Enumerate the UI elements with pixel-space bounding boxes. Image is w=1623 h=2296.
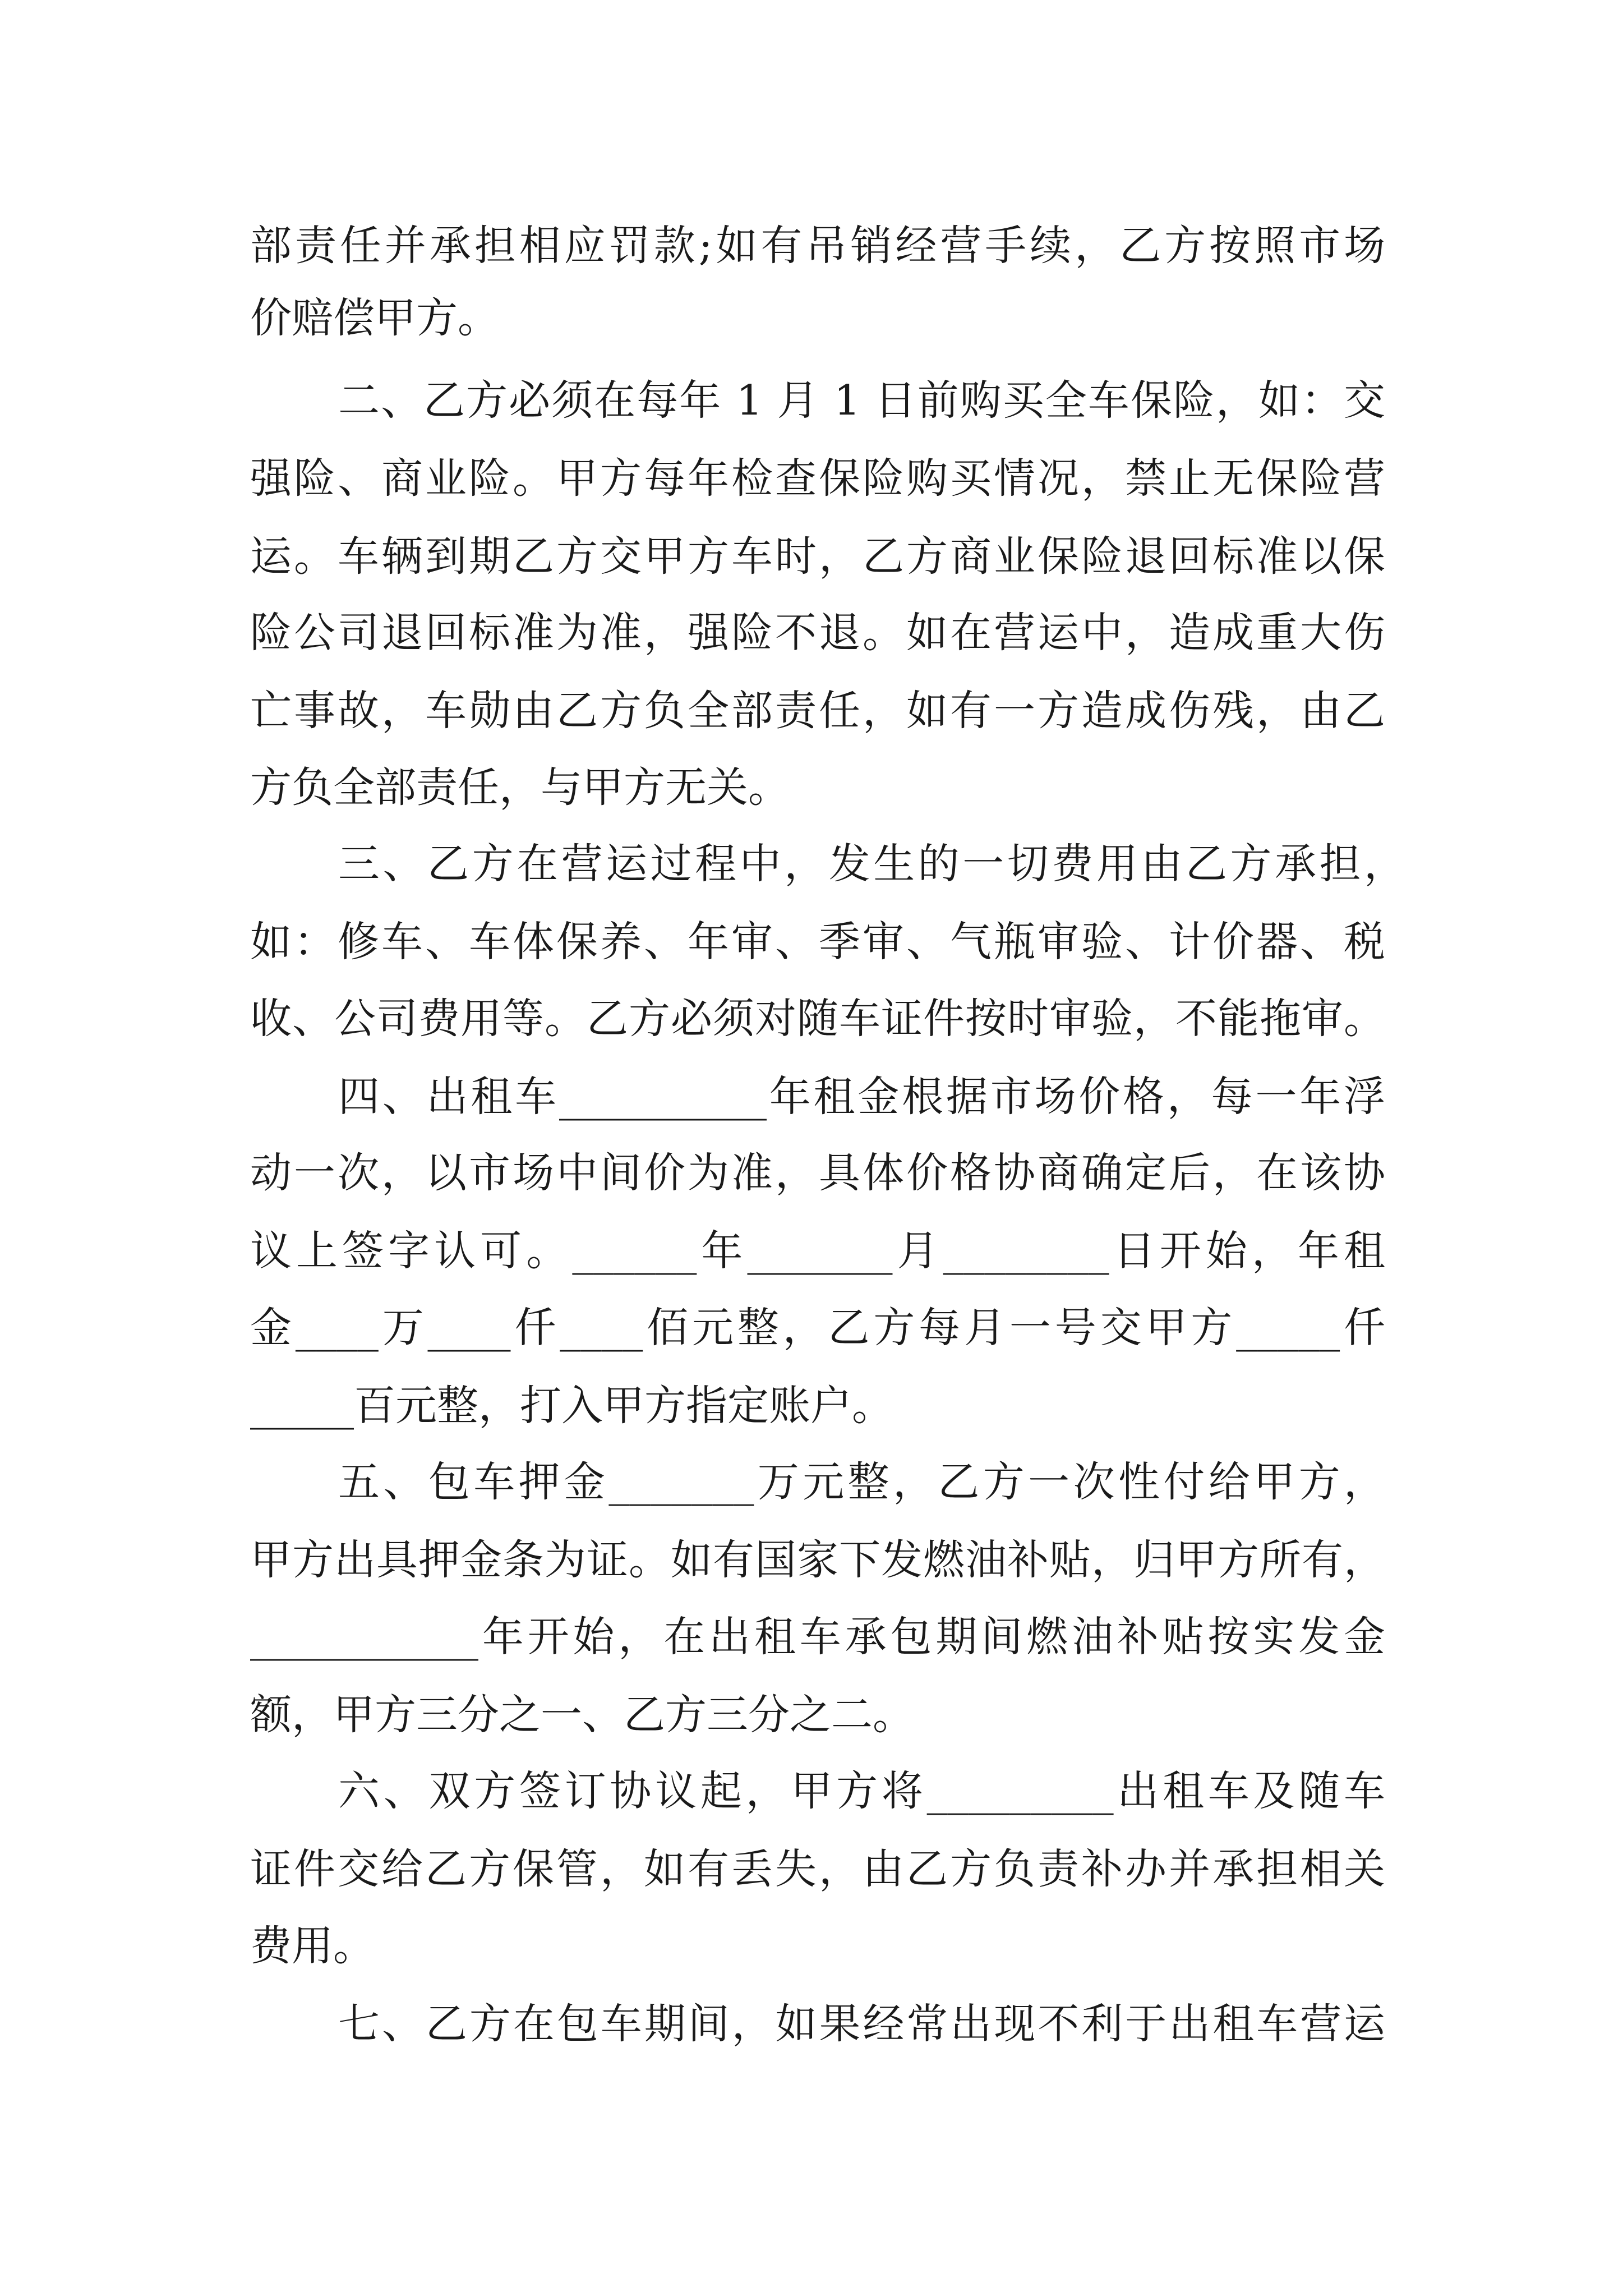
text-line: 收、公司费用等。乙方必须对随车证件按时审验，不能拖审。 [250, 995, 1385, 1043]
text-line: _____百元整，打入甲方指定账户。 [250, 1382, 893, 1430]
text-line: 险公司退回标准为准，强险不退。如在营运中，造成重大伤 [250, 609, 1385, 657]
text-line: 强险、商业险。甲方每年检查保险购买情况，禁止无保险营 [250, 454, 1385, 503]
text-line: 证件交给乙方保管，如有丢失，由乙方负责补办并承担相关 [250, 1845, 1385, 1893]
text-line: ___________年开始，在出租车承包期间燃油补贴按实发金 [250, 1613, 1385, 1661]
text-line: 如：修车、车体保养、年审、季审、气瓶审验、计价器、税 [250, 918, 1385, 966]
text-line: 价赔偿甲方。 [250, 294, 499, 342]
text-line: 四、出租车__________年租金根据市场价格，每一年浮 [338, 1073, 1385, 1121]
text-line: 议上签字认可。______年_______月________日开始，年租 [250, 1227, 1385, 1275]
text-line: 部责任并承担相应罚款;如有吊销经营手续，乙方按照市场 [250, 222, 1385, 270]
text-line: 金____万____仟____佰元整，乙方每月一号交甲方_____仟 [250, 1304, 1385, 1352]
text-line: 五、包车押金_______万元整，乙方一次性付给甲方， [338, 1458, 1385, 1506]
text-line: 七、乙方在包车期间，如果经常出现不利于出租车营运 [338, 2000, 1385, 2048]
text-line: 运。车辆到期乙方交甲方车时，乙方商业保险退回标准以保 [250, 532, 1385, 581]
text-line: 甲方出具押金条为证。如有国家下发燃油补贴，归甲方所有， [250, 1536, 1385, 1584]
text-line: 额，甲方三分之一、乙方三分之二。 [250, 1691, 914, 1739]
text-line: 亡事故，车勋由乙方负全部责任，如有一方造成伤残，由乙 [250, 687, 1385, 735]
text-line: 费用。 [250, 1922, 375, 1970]
text-line: 动一次，以市场中间价为准，具体价格协商确定后，在该协 [250, 1149, 1385, 1197]
text-line: 三、乙方在营运过程中，发生的一切费用由乙方承担， [338, 840, 1405, 888]
text-line: 方负全部责任，与甲方无关。 [250, 763, 790, 812]
text-line: 六、双方签订协议起，甲方将_________出租车及随车 [338, 1767, 1385, 1815]
text-line: 二、乙方必须在每年 1 月 1 日前购买全车保险，如：交 [338, 376, 1385, 425]
